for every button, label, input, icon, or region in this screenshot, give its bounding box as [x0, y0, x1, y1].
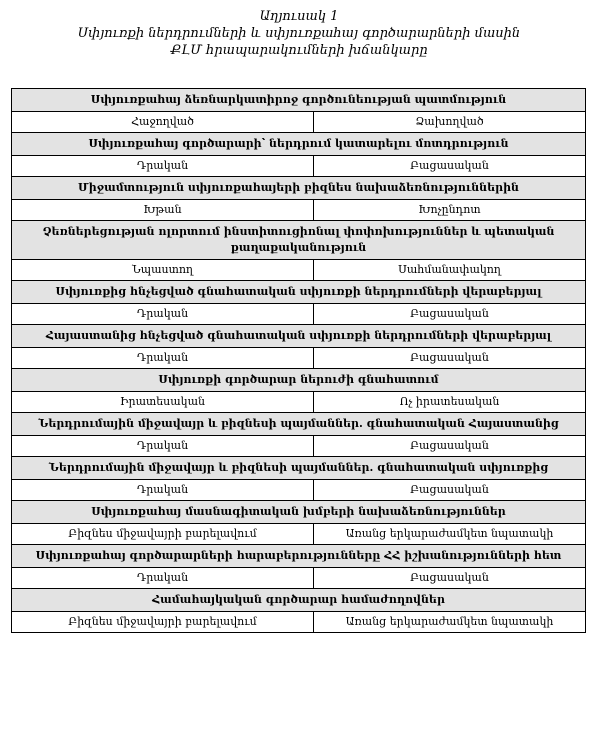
section-header-row: [12, 501, 586, 524]
value-left: Բիզնես միջավայրի բարելավում: [12, 612, 314, 633]
table-caption: [0, 8, 598, 59]
section-title: Սփյուռքահայ գործարարի՝ ներդրում կատարելու մոտդրություն: [12, 133, 586, 156]
section-header-row: [12, 281, 586, 304]
section-values-row: [12, 436, 586, 457]
section-title: Չեռներեցության ոլորտում ինստիտուցիոնալ փոփոխություններ և պետական քաղաքականություն: [12, 221, 586, 260]
caption-table-number: Աղյուսակ 1: [259, 9, 339, 24]
section-values-row: [12, 200, 586, 221]
value-left: Բիզնես միջավայրի բարելավում: [12, 524, 314, 545]
value-right: Բացասական: [314, 568, 586, 589]
section-header-row: [12, 589, 586, 612]
value-right: Խոչընդոտ: [314, 200, 586, 221]
value-right: Առանց երկարաժամկետ նպատակի: [314, 612, 586, 633]
section-header-row: [12, 545, 586, 568]
value-left: Հաջողված: [12, 112, 314, 133]
section-header-row: [12, 133, 586, 156]
section-title: Սփյուռքահայ մասնագիտական խմբերի նախաձեռնություններ: [12, 501, 586, 524]
value-right: Ոչ իրատեսական: [314, 392, 586, 413]
section-values-row: [12, 480, 586, 501]
section-title: Սփյուռքի գործարար ներուժի գնահատում: [12, 369, 586, 392]
section-header-row: [12, 413, 586, 436]
section-title: Ներդրումային միջավայր և բիզնեսի պայմաններ. գնահատական սփյուռքից: [12, 457, 586, 480]
section-title: Սփյուռքահայ ձեռնարկատիրոջ գործունեության պատմություն: [12, 89, 586, 112]
value-right: Բացասական: [314, 304, 586, 325]
section-header-row: [12, 369, 586, 392]
section-header-row: [12, 177, 586, 200]
section-values-row: [12, 260, 586, 281]
value-left: Նպաստող: [12, 260, 314, 281]
section-header-row: [12, 221, 586, 260]
section-title: Սփյուռքից հնչեցված գնահատական սփյուռքի ներդրումների վերաբերյալ: [12, 281, 586, 304]
section-header-row: [12, 89, 586, 112]
value-left: Դրական: [12, 568, 314, 589]
section-values-row: [12, 392, 586, 413]
section-values-row: [12, 304, 586, 325]
section-header-row: [12, 457, 586, 480]
section-title: Հայաստանից հնչեցված գնահատական սփյուռքի ներդրումների վերաբերյալ: [12, 325, 586, 348]
section-title: Սփյուռքահայ գործարարների հարաբերությունները ՀՀ իշխանությունների հետ: [12, 545, 586, 568]
section-values-row: [12, 348, 586, 369]
section-values-row: [12, 156, 586, 177]
value-right: Ձախողված: [314, 112, 586, 133]
section-values-row: [12, 112, 586, 133]
value-left: Դրական: [12, 348, 314, 369]
value-right: Բացասական: [314, 436, 586, 457]
section-title: Համահայկական գործարար համաժողովներ: [12, 589, 586, 612]
section-values-row: [12, 524, 586, 545]
value-right: Առանց երկարաժամկետ նպատակի: [314, 524, 586, 545]
value-right: Բացասական: [314, 480, 586, 501]
media-coverage-table: [11, 88, 586, 633]
value-right: Բացասական: [314, 348, 586, 369]
value-left: Դրական: [12, 304, 314, 325]
value-left: Իրատեսական: [12, 392, 314, 413]
value-left: Խթան: [12, 200, 314, 221]
section-values-row: [12, 612, 586, 633]
section-values-row: [12, 568, 586, 589]
table-body: [12, 89, 586, 633]
section-title: Միջամտություն սփյուռքահայերի բիզնես նախաձեռնություններին: [12, 177, 586, 200]
section-header-row: [12, 325, 586, 348]
value-left: Դրական: [12, 156, 314, 177]
value-right: Բացասական: [314, 156, 586, 177]
value-left: Դրական: [12, 480, 314, 501]
value-left: Դրական: [12, 436, 314, 457]
value-right: Սահմանափակող: [314, 260, 586, 281]
caption-title-line-2: ՔԼՄ հրապարակումների խճանկարը: [170, 43, 428, 58]
caption-title-line-1: Սփյուռքի ներդրումների և սփյուռքահայ գործարարների մասին: [77, 26, 521, 41]
section-title: Ներդրումային միջավայր և բիզնեսի պայմաններ. գնահատական Հայաստանից: [12, 413, 586, 436]
